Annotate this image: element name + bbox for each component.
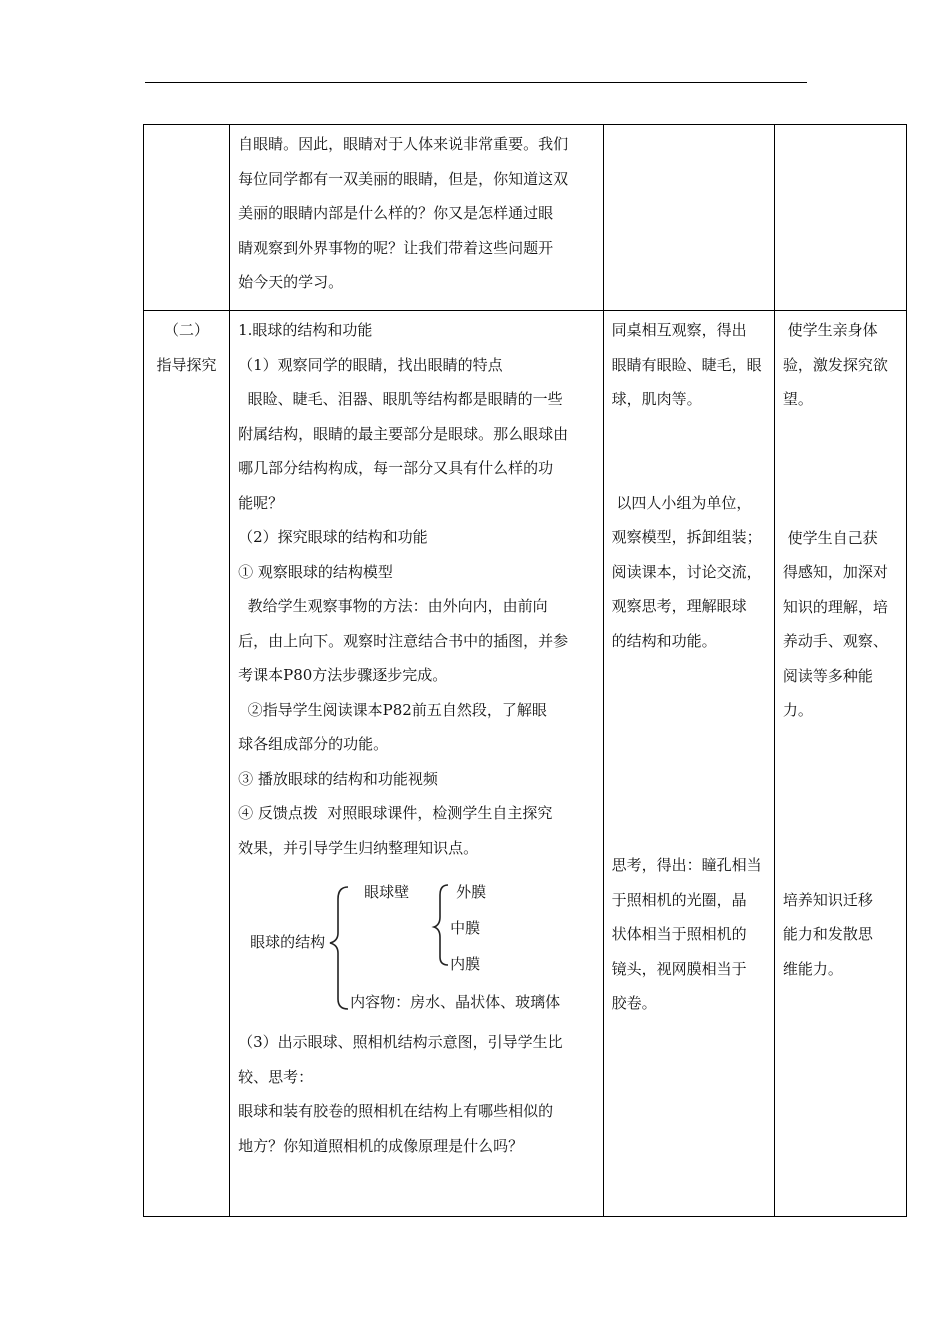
stage-name: 指导探究 bbox=[156, 355, 217, 374]
text-line: （1）观察同学的眼睛，找出眼睛的特点 bbox=[238, 355, 503, 374]
teacher-activity-cell bbox=[230, 311, 603, 1217]
text-line: 每位同学都有一双美丽的眼睛，但是，你知道这双 bbox=[238, 169, 569, 188]
text-line: 较、思考： bbox=[238, 1067, 314, 1086]
text-line: 后，由上向下。观察时注意结合书中的插图，并参 bbox=[238, 631, 569, 650]
text-line: 始今天的学习。 bbox=[238, 273, 344, 291]
stage-cell-empty bbox=[144, 125, 230, 311]
text-line: 使学生亲身体 bbox=[782, 321, 878, 339]
lesson-plan-table bbox=[143, 124, 907, 1217]
text-line: （3）出示眼球、照相机结构示意图，引导学生比 bbox=[238, 1033, 563, 1051]
student-activity-cell bbox=[603, 311, 774, 1217]
table-row-guided-inquiry bbox=[144, 311, 907, 1217]
text-line: 得感知，加深对 bbox=[782, 563, 888, 581]
text-line: 美丽的眼睛内部是什么样的？你又是怎样通过眼 bbox=[238, 204, 554, 222]
text-line: 思考，得出：瞳孔相当 bbox=[611, 856, 762, 874]
design-intent-cell bbox=[774, 311, 906, 1217]
diagram-middle-label: 中膜 bbox=[450, 919, 481, 937]
text-line: 考课本P80方法步骤逐步完成。 bbox=[238, 666, 448, 684]
text-line: 的结构和功能。 bbox=[611, 631, 717, 650]
text-line: ③ 播放眼球的结构和功能视频 bbox=[238, 769, 438, 788]
text-line: 1.眼球的结构和功能 bbox=[238, 321, 373, 339]
diagram-root-label: 眼球的结构 bbox=[250, 933, 326, 951]
text-line: 胶卷。 bbox=[611, 994, 657, 1012]
diagram-inner-label: 内膜 bbox=[450, 955, 481, 973]
text-line: 睛观察到外界事物的呢？让我们带着这些问题开 bbox=[238, 238, 554, 257]
teacher-activity-cell bbox=[230, 125, 603, 311]
text-line: 于照相机的光圈，晶 bbox=[611, 890, 747, 909]
text-line: 眼球和装有胶卷的照相机在结构上有哪些相似的 bbox=[238, 1102, 554, 1120]
text-line: 观察思考，理解眼球 bbox=[611, 597, 747, 615]
diagram-outer-label: 外膜 bbox=[456, 883, 487, 901]
text-line: 教给学生观察事物的方法：由外向内，由前向 bbox=[238, 597, 548, 615]
text-line: ① 观察眼球的结构模型 bbox=[238, 562, 393, 581]
design-intent-cell-empty bbox=[774, 125, 906, 311]
text-line: 眼睑、睫毛、泪器、眼肌等结构都是眼睛的一些 bbox=[238, 390, 563, 408]
text-line: 阅读等多种能 bbox=[782, 666, 873, 685]
text-line: 能力和发散思 bbox=[782, 925, 873, 943]
text-line: （2）探究眼球的结构和功能 bbox=[238, 528, 428, 546]
text-line: 养动手、观察、 bbox=[782, 632, 888, 650]
text-line: 眼睛有眼睑、睫毛，眼 bbox=[611, 355, 762, 374]
diagram-wall-label: 眼球壁 bbox=[364, 883, 410, 901]
text-line: 阅读课本，讨论交流， bbox=[611, 562, 762, 581]
text-line: 使学生自己获 bbox=[782, 528, 878, 547]
text-line: 望。 bbox=[782, 390, 813, 408]
text-line: ②指导学生阅读课本P82前五自然段，了解眼 bbox=[238, 700, 547, 719]
text-line: 力。 bbox=[782, 701, 813, 719]
text-line: 以四人小组为单位， bbox=[611, 493, 752, 512]
text-line: 观察模型，拆卸组装； bbox=[611, 528, 762, 546]
text-line: 哪几部分结构构成，每一部分又具有什么样的功 bbox=[238, 459, 554, 477]
text-line: 球各组成部分的功能。 bbox=[238, 735, 389, 753]
text-line: ④ 反馈点拨 对照眼球课件，检测学生自主探究 bbox=[238, 804, 553, 822]
text-line: 知识的理解，培 bbox=[782, 597, 888, 616]
text-line: 同桌相互观察，得出 bbox=[611, 321, 747, 339]
text-line: 培养知识迁移 bbox=[782, 890, 873, 909]
stage-number: （二） bbox=[164, 321, 210, 339]
stage-cell bbox=[144, 311, 230, 1217]
text-line: 能呢？ bbox=[238, 493, 284, 512]
text-line: 地方？你知道照相机的成像原理是什么吗？ bbox=[238, 1136, 524, 1155]
text-line: 镜头，视网膜相当于 bbox=[611, 959, 747, 978]
text-line: 维能力。 bbox=[782, 959, 843, 978]
text-line: 验，激发探究欲 bbox=[782, 355, 888, 374]
text-line: 自眼睛。因此，眼睛对于人体来说非常重要。我们 bbox=[238, 135, 569, 153]
text-line: 效果，并引导学生归纳整理知识点。 bbox=[238, 838, 479, 857]
diagram-contents-label: 内容物：房水、晶状体、玻璃体 bbox=[350, 993, 561, 1011]
text-line: 状体相当于照相机的 bbox=[611, 925, 747, 943]
text-line: 附属结构，眼睛的最主要部分是眼球。那么眼球由 bbox=[238, 424, 569, 443]
eyeball-structure-diagram bbox=[230, 871, 602, 1021]
header-rule bbox=[145, 82, 807, 83]
table-row-intro bbox=[144, 125, 907, 311]
text-line: 球，肌肉等。 bbox=[611, 390, 702, 408]
student-activity-cell-empty bbox=[603, 125, 774, 311]
